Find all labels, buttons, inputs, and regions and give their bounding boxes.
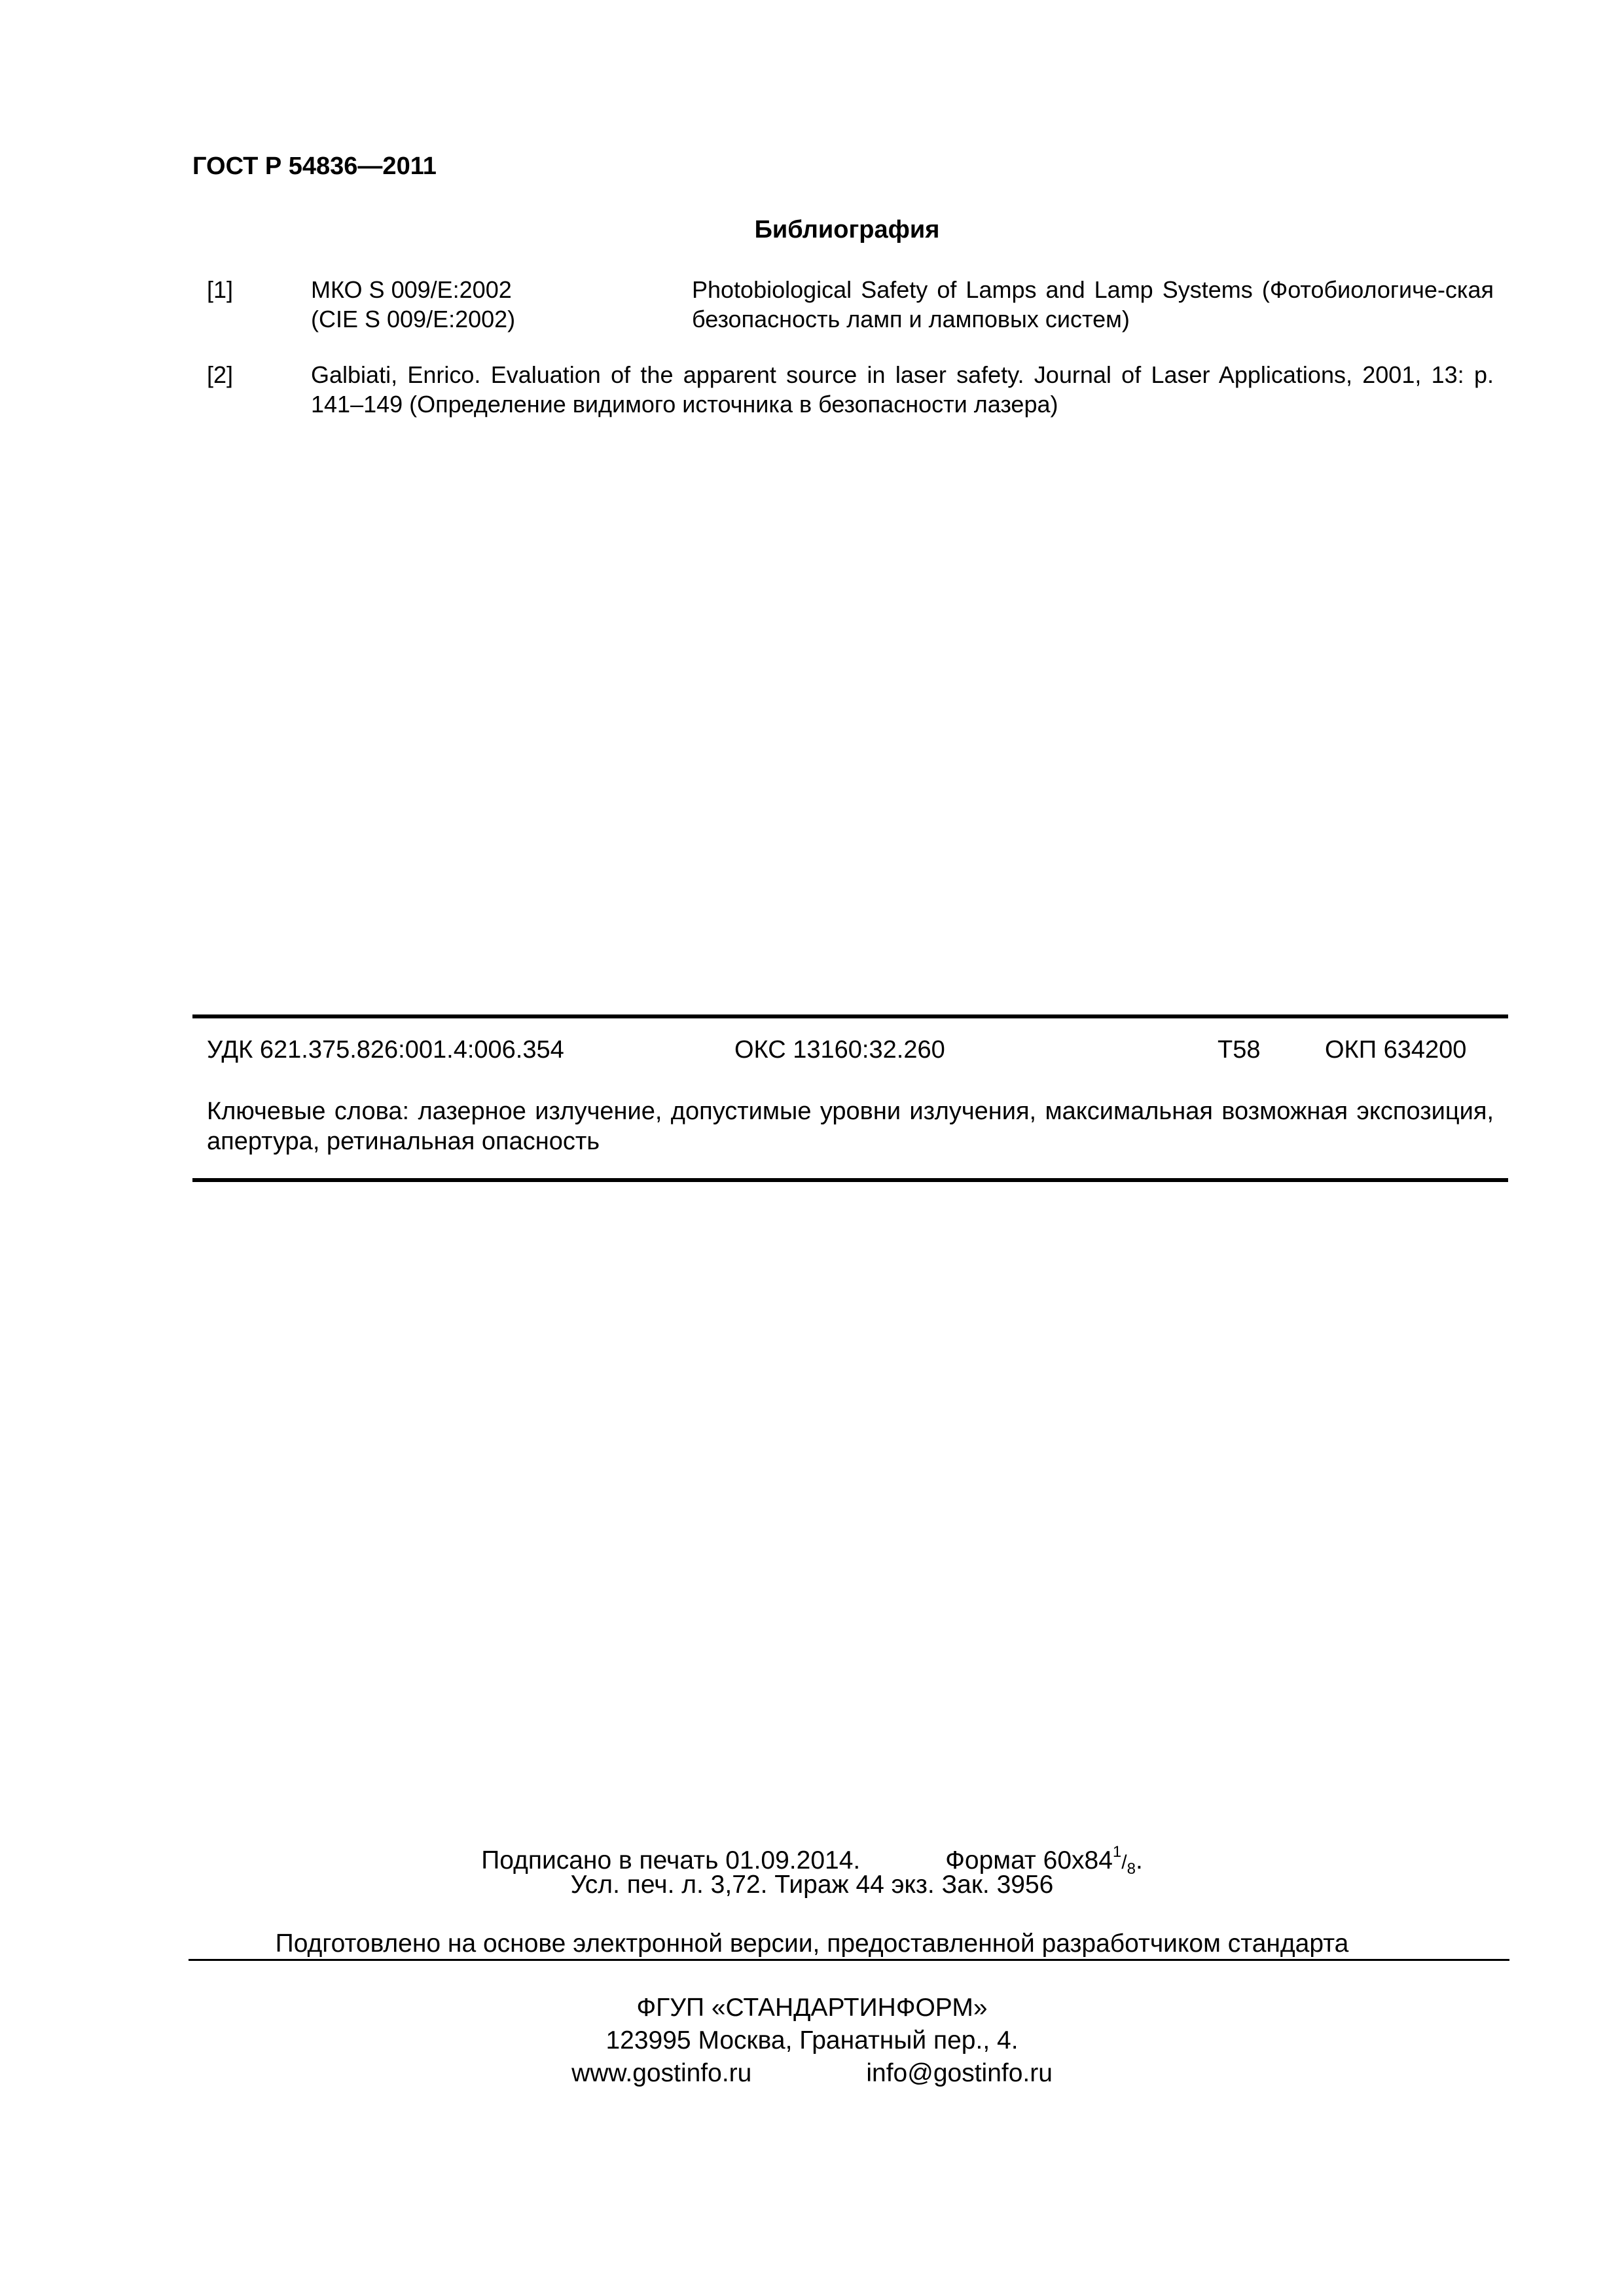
entry-title: Photobiological Safety of Lamps and Lamp Systems (Фотобиологиче-ская безопасность ламп и ламповых систем) [692,276,1494,332]
oks-code: ОКС 13160:32.260 [734,1036,945,1064]
imprint-rule [189,1959,1509,1961]
keywords: Ключевые слова: лазерное излучение, допустимые уровни излучения, максимальная возможная экспозиция, апертура, ретинальная опасность [207,1098,1494,1155]
top-rule [192,1014,1508,1018]
publisher-name: ФГУП «СТАНДАРТИНФОРМ» [636,1994,988,2022]
prepared-note: Подготовлено на основе электронной версии, предоставленной разработчиком стандарта [275,1929,1349,1958]
document-code: ГОСТ Р 54836—2011 [192,152,437,180]
contact-line [0,2058,1624,2089]
bottom-rule [192,1178,1508,1182]
okp-code: ОКП 634200 [1325,1036,1467,1064]
print-info: Усл. печ. л. 3,72. Тираж 44 экз. Зак. 3956 [570,1871,1054,1899]
bibliography-title: Библиография [754,216,940,243]
entry-text: Galbiati, Enrico. Evaluation of the apparent source in laser safety. Journal of Laser Applications, 2001, 13: p. 141–149 (Определение видимого источника в безопасности лазера) [311,361,1494,418]
paper-format: Формат $60x84^1/_8$. [945,1843,1143,1878]
entry-code-alt: (CIE S 009/E:2002) [311,306,516,332]
entry-code: МКО S 009/E:2002 [311,276,512,303]
entry-number: [2] [207,361,234,388]
email-link[interactable]: info@gostinfo.ru [866,2059,1053,2087]
t-code: Т58 [1218,1036,1261,1064]
website-link[interactable]: www.gostinfo.ru [571,2059,752,2087]
udk-code: УДК 621.375.826:001.4:006.354 [207,1036,564,1064]
signed-date: Подписано в печать 01.09.2014. [481,1846,861,1874]
entry-number: [1] [207,276,234,303]
publisher-address: 123995 Москва, Гранатный пер., 4. [605,2026,1019,2054]
